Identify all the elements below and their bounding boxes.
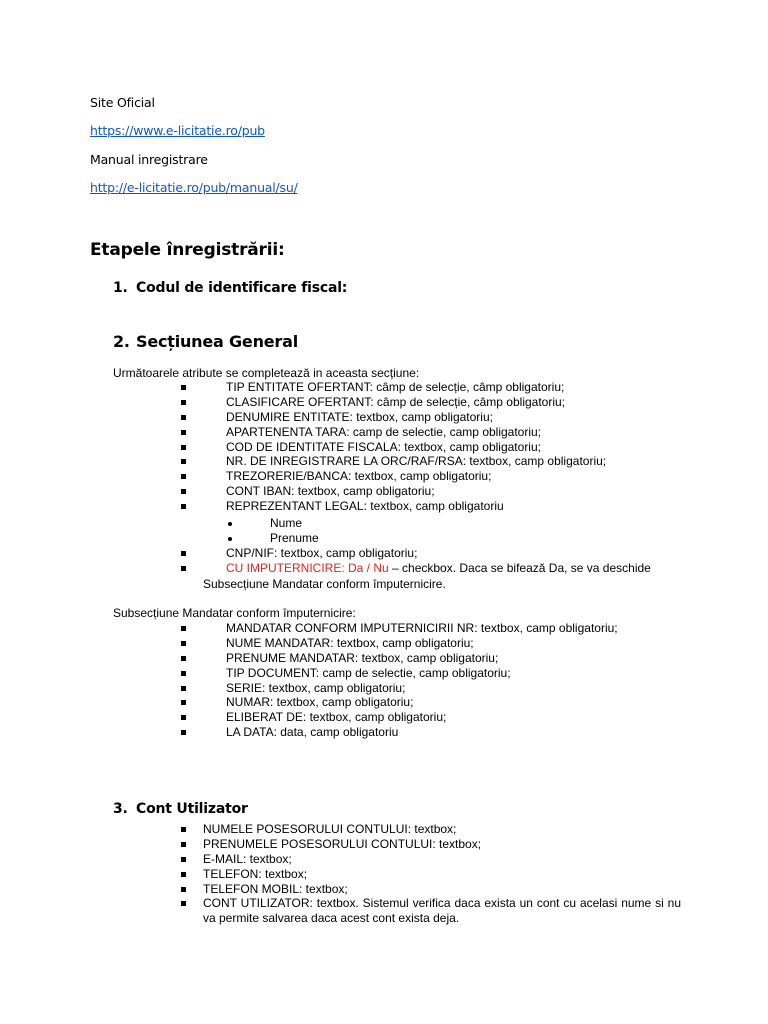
general-attributes-list [0,380,606,514]
square-bullet-icon [181,827,186,832]
section-3-heading [113,801,248,817]
mandatar-intro: Subsecțiune Mandatar conform împuternicire: [113,606,356,620]
section-number: 3. [113,801,128,817]
section-number: 2. [113,332,130,351]
list-item: APARTENENTA TARA: camp de selectie, camp obligatoriu; [0,425,606,440]
list-item: DENUMIRE ENTITATE: textbox, camp obligatoriu; [0,410,606,425]
list-item: CLASIFICARE OFERTANT: câmp de selecție, câmp obligatoriu; [0,395,606,410]
site-link[interactable]: https://www.e-licitatie.ro/pub [90,123,265,138]
list-item: SERIE: textbox, camp obligatoriu; [0,681,618,696]
square-bullet-icon [181,656,186,661]
manual-label: Manual inregistrare [90,152,208,167]
list-item: MANDATAR CONFORM IMPUTERNICIRII NR: textbox, camp obligatoriu; [0,621,618,636]
site-label: Site Oficial [90,95,155,110]
mandatar-list [0,621,618,740]
sub-list-item: Prenume [0,531,319,546]
list-item: NUME MANDATAR: textbox, camp obligatoriu; [0,636,618,651]
list-item: PRENUME MANDATAR: textbox, camp obligatoriu; [0,651,618,666]
square-bullet-icon [181,474,186,479]
section-1-heading [113,280,347,296]
square-bullet-icon [181,626,186,631]
list-item: NR. DE INREGISTRARE LA ORC/RAF/RSA: textbox, camp obligatoriu; [0,454,606,469]
square-bullet-icon [181,671,186,676]
list-item: LA DATA: data, camp obligatoriu [0,725,618,740]
section-title: Secțiunea General [136,332,298,351]
square-bullet-icon [181,489,186,494]
list-item: NUMAR: textbox, camp obligatoriu; [0,695,618,710]
page-title: Etapele înregistrării: [90,240,285,260]
manual-link[interactable]: http://e-licitatie.ro/pub/manual/su/ [90,180,298,195]
square-bullet-icon [181,842,186,847]
imputernicire-highlight: CU IMPUTERNICIRE: Da / Nu [226,560,389,575]
square-bullet-icon [181,415,186,420]
list-item: CONT IBAN: textbox, camp obligatoriu; [0,484,606,499]
section-2-intro: Următoarele atribute se completează in aceasta secțiune: [113,366,420,380]
account-fields-list [0,822,481,896]
cont-utilizator-item: CONT UTILIZATOR: textbox. Sistemul verifica daca exista un cont cu acelasi nume si nu va permite salvarea daca acest cont exista deja. [203,896,681,925]
list-item: CNP/NIF: textbox, camp obligatoriu; [0,546,651,561]
square-bullet-icon [181,887,186,892]
square-bullet-icon [181,700,186,705]
square-bullet-icon [181,857,186,862]
square-bullet-icon [181,385,186,390]
general-attributes-list-cont [0,546,651,576]
list-item: TELEFON: textbox; [0,867,481,882]
square-bullet-icon [181,445,186,450]
square-bullet-icon [181,641,186,646]
list-item: ELIBERAT DE: textbox, camp obligatoriu; [0,710,618,725]
sub-list-item: Nume [0,516,319,531]
list-item: PRENUMELE POSESORULUI CONTULUI: textbox; [0,837,481,852]
square-bullet-icon [181,901,186,906]
round-bullet-icon [228,522,232,526]
square-bullet-icon [181,551,186,556]
imputernicire-continuation: Subsecțiune Mandatar conform împuternicire. [203,577,446,591]
list-item: TELEFON MOBIL: textbox; [0,882,481,897]
square-bullet-icon [181,504,186,509]
section-title: Codul de identificare fiscal: [136,280,348,296]
square-bullet-icon [181,430,186,435]
section-title: Cont Utilizator [136,801,248,817]
square-bullet-icon [181,686,186,691]
list-item: NUMELE POSESORULUI CONTULUI: textbox; [0,822,481,837]
round-bullet-icon [228,537,232,541]
square-bullet-icon [181,400,186,405]
list-item [181,896,681,926]
list-item: TREZORERIE/BANCA: textbox, camp obligatoriu; [0,469,606,484]
list-item: CU IMPUTERNICIRE: Da / Nu – checkbox. Daca se bifează Da, se va deschide [0,561,651,576]
square-bullet-icon [181,566,186,571]
square-bullet-icon [181,872,186,877]
square-bullet-icon [181,730,186,735]
list-item: E-MAIL: textbox; [0,852,481,867]
section-2-heading [113,332,298,351]
list-item: TIP ENTITATE OFERTANT: câmp de selecție, câmp obligatoriu; [0,380,606,395]
square-bullet-icon [181,715,186,720]
list-item: COD DE IDENTITATE FISCALA: textbox, camp obligatoriu; [0,440,606,455]
square-bullet-icon [181,459,186,464]
legal-representative-sublist [0,516,319,546]
list-item: TIP DOCUMENT: camp de selectie, camp obligatoriu; [0,666,618,681]
list-item: REPREZENTANT LEGAL: textbox, camp obligatoriu [0,499,606,514]
section-number: 1. [113,280,128,296]
